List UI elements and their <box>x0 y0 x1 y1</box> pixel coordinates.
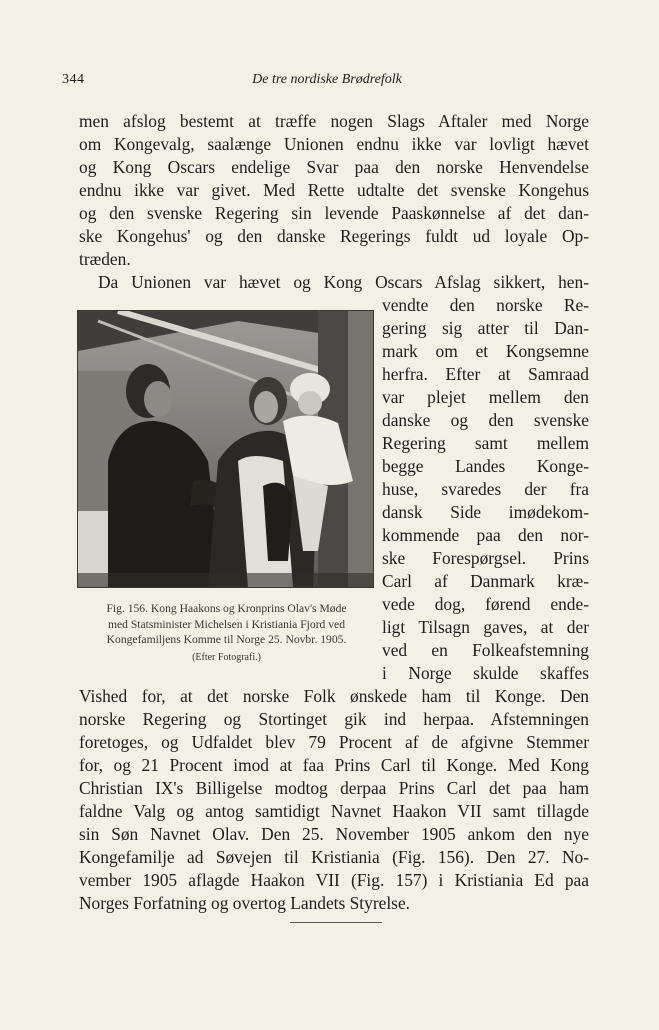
text-line: ske Forespørgsel. Prins <box>382 548 589 568</box>
caption-line: Kongefamiljens Komme til Norge 25. Novbr. 1905. <box>106 633 347 646</box>
text-line: for, og 21 Procent imod at faa Prins Carl til Konge. Med Kong <box>79 755 589 775</box>
text-line: herfra. Efter at Samraad <box>382 364 589 384</box>
text-line: Norges Forfatning og overtog Landets Styrelse. <box>79 893 411 913</box>
caption-source: (Efter Fotografi.) <box>192 651 261 663</box>
text-line: Christian IX's Billigelse modtog derpaa Prins Carl det paa ham <box>79 778 589 798</box>
text-line: træden. <box>79 249 131 269</box>
text-line: var plejet mellem den <box>382 387 589 407</box>
text-line: men afslog bestemt at træffe nogen Slags Aftaler med Norge <box>79 111 589 131</box>
running-title: De tre nordiske Brødrefolk <box>252 72 402 87</box>
photograph-illustration <box>78 311 373 587</box>
text-line: vember 1905 aflagde Haakon VII (Fig. 157) i Kristiania Ed paa <box>79 870 589 890</box>
end-rule <box>290 922 382 923</box>
text-line: vede dog, førend ende- <box>382 594 589 614</box>
page-number: 344 <box>62 72 85 87</box>
text-line: Vished for, at det norske Folk ønskede ham til Konge. Den <box>79 686 589 706</box>
text-line: ligt Tilsagn gaves, at der <box>382 617 589 637</box>
text-line: sin Søn Navnet Olav. Den 25. November 1905 ankom den nye <box>79 824 589 844</box>
text-line: endnu ikke var givet. Med Rette udtalte det svenske Kongehus <box>79 180 589 200</box>
text-line: Da Unionen var hævet og Kong Oscars Afslag sikkert, hen- <box>98 272 589 292</box>
caption-line: Fig. 156. Kong Haakons og Kronprins Olav's Møde <box>106 602 347 615</box>
text-line: dansk Side imødekom- <box>382 502 589 522</box>
text-line: ske Kongehus' og den danske Regerings fuldt ud loyale Op- <box>79 226 589 246</box>
text-line: faldne Valg og antog samtidigt Navnet Haakon VII samt tillagde <box>79 801 589 821</box>
text-line: foretoges, og Udfaldet blev 79 Procent af de afgivne Stemmer <box>79 732 589 752</box>
text-line: gering sig atter til Dan- <box>382 318 589 338</box>
text-line: i Norge skulde skaffes <box>382 663 589 683</box>
text-line: kommende paa den nor- <box>382 525 589 545</box>
text-line: vendte den norske Re- <box>382 295 589 315</box>
text-line: huse, svaredes der fra <box>382 479 589 499</box>
caption-line: med Statsminister Michelsen i Kristiania Fjord ved <box>108 617 345 631</box>
text-line: begge Landes Konge- <box>382 456 589 476</box>
text-line: norske Regering og Stortinget gik ind herpaa. Afstemningen <box>79 709 589 729</box>
text-line: Regering samt mellem <box>382 433 589 453</box>
figure-photograph <box>77 310 374 588</box>
text-line: ved en Folkeafstemning <box>382 640 589 660</box>
text-line: og den svenske Regering sin levende Paaskønnelse af det dan- <box>79 203 589 223</box>
text-line: danske og den svenske <box>382 410 589 430</box>
text-line: mark om et Kongsemne <box>382 341 589 361</box>
running-header <box>62 72 592 94</box>
text-line: Carl af Danmark kræ- <box>382 571 589 591</box>
figure-caption <box>74 601 379 665</box>
text-line: Kongefamilje ad Søvejen til Kristiania (Fig. 156). Den 27. No- <box>79 847 589 867</box>
text-line: om Kongevalg, saalænge Unionen endnu ikke var lovligt hævet <box>79 134 589 154</box>
text-line: og Kong Oscars endelige Svar paa den norske Henvendelse <box>79 157 589 177</box>
